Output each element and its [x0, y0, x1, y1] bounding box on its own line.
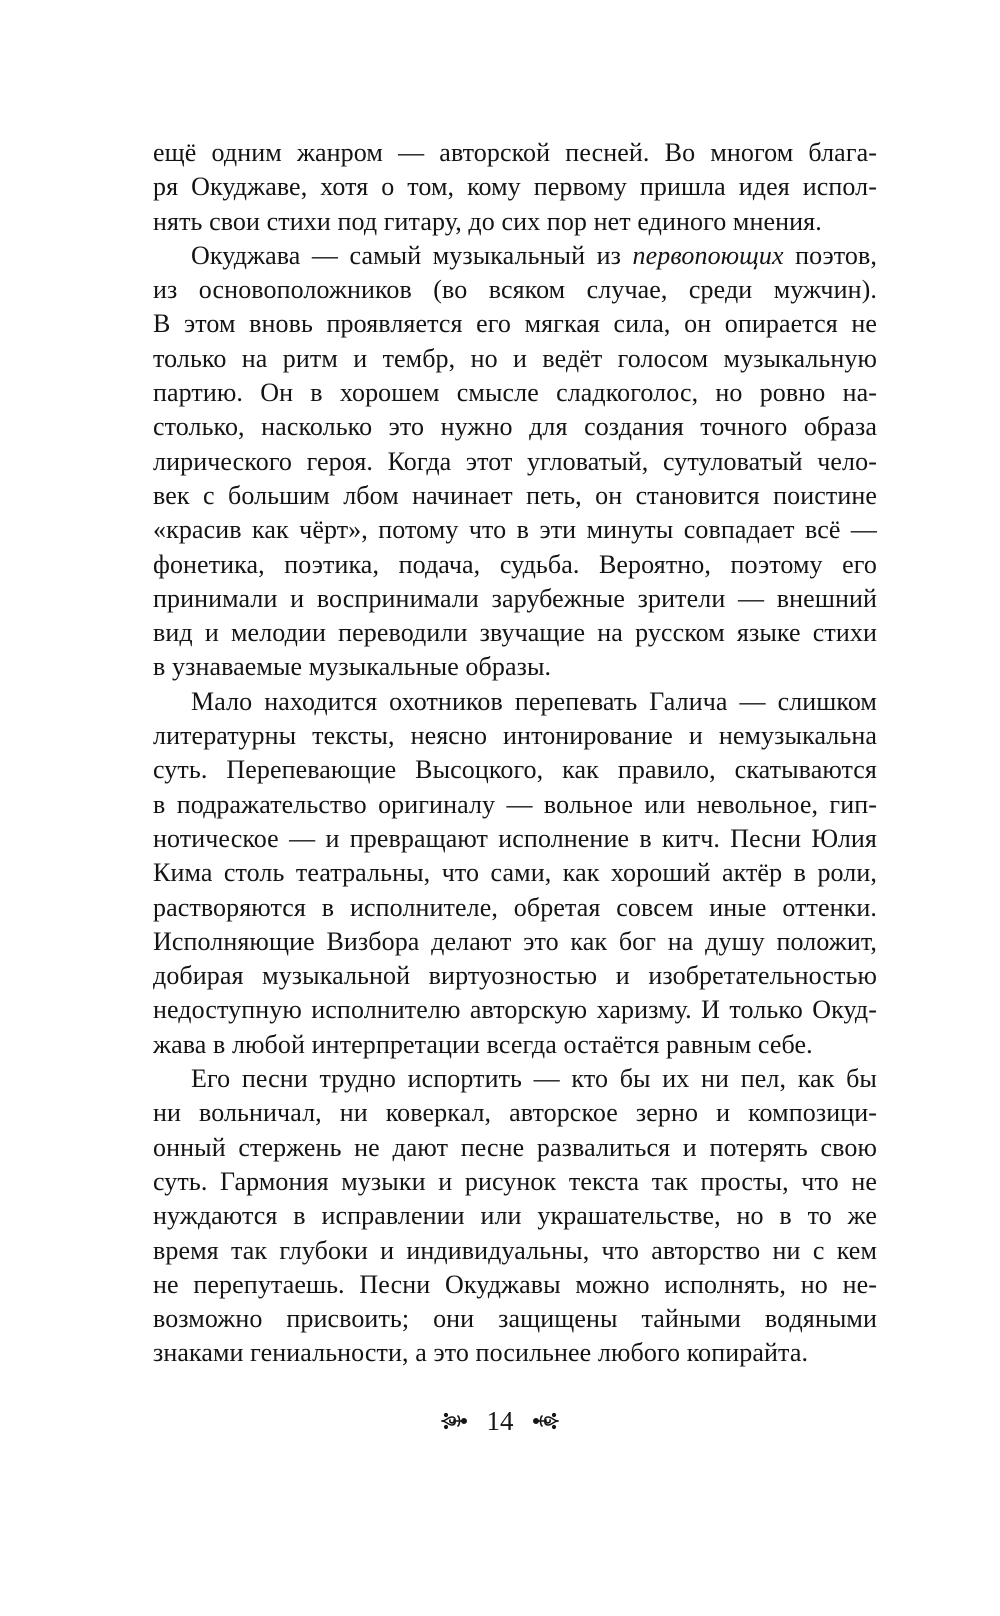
text-line: нотическое — и превращают исполнение в китч. Песни Юлия: [153, 823, 877, 853]
text-line: ря Окуджаве, хотя о том, кому первому пришла идея испол-: [153, 172, 877, 202]
page-footer: [0, 1403, 1000, 1436]
text-line: суть. Перепевающие Высоцкого, как правило, скатываются: [153, 755, 877, 785]
text-line: Кима столь театральны, что сами, как хороший актёр в роли,: [153, 858, 877, 888]
text-line: столько, насколько это нужно для создания точного образа: [153, 412, 877, 442]
text-line: век с большим лбом начинает петь, он становится поистине: [153, 480, 877, 510]
text-line: нять свои стихи под гитару, до сих пор нет единого мнения.: [153, 206, 822, 236]
decorative-fleuron-icon: [530, 1410, 560, 1432]
text-line: в подражательство оригиналу — вольное или невольное, гип-: [153, 789, 877, 819]
italic-word: первопоющих: [632, 240, 784, 270]
text-line: только на ритм и тембр, но и ведёт голосом музыкальную: [153, 343, 877, 373]
text-line: [153, 239, 877, 273]
text-line: фонетика, поэтика, подача, судьба. Вероятно, поэтому его: [153, 549, 877, 579]
text-line: в узнаваемые музыкальные образы.: [153, 652, 552, 682]
text-line: знаками гениальности, а это посильнее любого копирайта.: [153, 1338, 809, 1368]
paragraph-4: [153, 1062, 877, 1371]
text-line: принимали и воспринимали зарубежные зрители — внешний: [153, 583, 877, 613]
text-line: партию. Он в хорошем смысле сладкоголос, но ровно на-: [153, 378, 877, 408]
text-line: суть. Гармония музыки и рисунок текста так просты, что не: [153, 1166, 877, 1196]
text-line: время так глубоки и индивидуальны, что авторство ни с кем: [153, 1235, 877, 1265]
text-line: растворяются в исполнителе, обретая совсем иные оттенки.: [153, 892, 877, 922]
body-text: [153, 136, 877, 1371]
text-line: ни вольничал, ни коверкал, авторское зерно и композици-: [153, 1098, 877, 1128]
text-fragment: Окуджава — самый музыкальный из: [191, 240, 633, 270]
paragraph-1: [153, 136, 877, 239]
text-line: жава в любой интерпретации всегда остаётся равным себе.: [153, 1029, 813, 1059]
text-fragment: поэтов,: [783, 240, 877, 270]
text-line: Его песни трудно испортить — кто бы их ни пел, как бы: [191, 1064, 877, 1094]
text-line: Мало находится охотников перепевать Галича — слишком: [191, 686, 877, 716]
text-line: возможно присвоить; они защищены тайными водяными: [153, 1304, 877, 1334]
text-line: не перепутаешь. Песни Окуджавы можно исполнять, но не-: [153, 1269, 877, 1299]
text-line: Исполняющие Визбора делают это как бог на душу положит,: [153, 926, 877, 956]
text-line: лирического героя. Когда этот угловатый, сутуловатый чело-: [153, 446, 877, 476]
paragraph-3: [153, 685, 877, 1062]
text-line: из основоположников (во всяком случае, среди мужчин).: [153, 275, 877, 305]
text-line: литературны тексты, неясно интонирование и немузыкальна: [153, 721, 877, 751]
text-line: недоступную исполнителю авторскую харизму. И только Окуд-: [153, 995, 877, 1025]
text-line: В этом вновь проявляется его мягкая сила, он опирается не: [153, 309, 877, 339]
text-line: ещё одним жанром — авторской песней. Во многом блага-: [153, 138, 877, 167]
text-line: нуждаются в исправлении или украшательстве, но в то же: [153, 1201, 877, 1231]
text-line: добирая музыкальной виртуозностью и изобретательностью: [153, 961, 877, 991]
text-line: вид и мелодии переводили звучащие на русском языке стихи: [153, 618, 877, 648]
text-line: «красив как чёрт», потому что в эти минуты совпадает всё —: [153, 515, 877, 545]
paragraph-2: [153, 239, 877, 685]
decorative-fleuron-icon: [440, 1410, 470, 1432]
page-number: 14: [486, 1405, 514, 1436]
text-line: онный стержень не дают песне развалиться и потерять свою: [153, 1132, 877, 1162]
